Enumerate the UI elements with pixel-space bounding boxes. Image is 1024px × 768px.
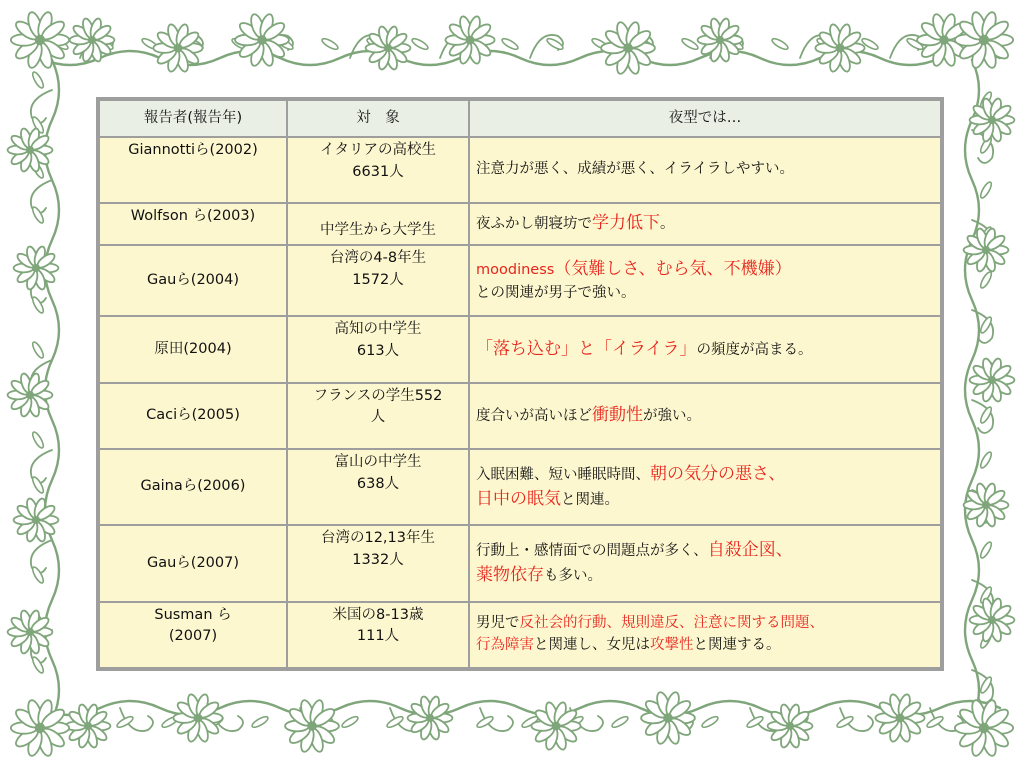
- table-row: [100, 603, 940, 667]
- subject-cell: [288, 246, 468, 315]
- result-text: の頻度が高まる。: [696, 341, 813, 358]
- reporter-cell: [100, 603, 286, 667]
- reporter-cell: [100, 317, 286, 381]
- leaf-icon: [341, 715, 360, 729]
- header-reporter: 報告者(報告年): [100, 101, 286, 136]
- reporter-cell: [100, 384, 286, 448]
- result-text: 注意力が悪く、成績が悪く、イライラしやすい。: [476, 161, 794, 178]
- leaf-icon: [681, 37, 700, 51]
- cell-line: 中学生から大学生: [320, 222, 436, 239]
- leaf-icon: [31, 566, 45, 585]
- leaf-icon: [411, 37, 430, 51]
- flower-icon: [8, 127, 53, 172]
- cell-line: Susman ら: [154, 606, 232, 623]
- reporter-cell: [100, 204, 286, 244]
- cell-line: 台湾の4-8年生: [329, 250, 427, 266]
- flower-icon: [14, 497, 59, 542]
- leaf-icon: [771, 37, 790, 51]
- result-text: と関連し、女児は: [534, 636, 650, 653]
- flower-icon: [875, 693, 924, 743]
- result-text: 入眠困難、短い睡眠時間、: [476, 466, 650, 483]
- cell-line: 富山の中学生: [334, 453, 422, 470]
- result-text: 夜ふかし朝寝坊で: [476, 216, 592, 233]
- leaf-icon: [701, 715, 720, 729]
- reporter-cell: [100, 526, 286, 600]
- leaf-icon: [31, 431, 45, 450]
- cell-line: 1572人: [352, 271, 404, 288]
- result-text: 行動上・感情面での問題点が多く、: [476, 542, 708, 559]
- subject-cell: [288, 317, 468, 381]
- leaf-icon: [979, 451, 993, 470]
- highlight-text: moodiness: [476, 262, 555, 279]
- highlight-text: 「落ち込む」と「イライラ」: [476, 338, 697, 359]
- flower-icon: [964, 482, 1009, 527]
- result-text: 。: [660, 216, 675, 233]
- result-text: も多い。: [544, 568, 602, 585]
- cell-line: Gainaら(2006): [140, 478, 246, 495]
- leaf-icon: [251, 715, 270, 729]
- cell-line: 111人: [356, 628, 400, 645]
- leaf-icon: [979, 181, 993, 200]
- result-text: と関連する。: [693, 636, 781, 653]
- result-cell: [470, 603, 940, 667]
- cell-line: Wolfson ら(2003): [130, 208, 256, 225]
- leaf-icon: [321, 37, 340, 51]
- subject-cell: [288, 204, 468, 244]
- reporter-cell: [100, 246, 286, 315]
- cell-line: 6631人: [352, 163, 404, 180]
- flower-icon: [445, 15, 494, 65]
- highlight-text: （気難しさ、むら気、不機嫌）: [554, 259, 792, 280]
- highlight-text: 薬物依存: [476, 565, 544, 586]
- result-cell: [470, 317, 940, 381]
- header-subject: 対 象: [288, 101, 468, 136]
- leaf-icon: [31, 71, 45, 90]
- cell-line: 613人: [356, 343, 400, 360]
- leaf-icon: [979, 541, 993, 560]
- cell-line: フランスの学生552: [313, 387, 443, 404]
- cell-line: 米国の8-13歳: [332, 606, 424, 623]
- flower-icon: [601, 21, 655, 76]
- flower-icon: [11, 11, 69, 70]
- leaf-icon: [31, 296, 45, 315]
- leaf-icon: [31, 341, 45, 360]
- report-table: [98, 99, 942, 669]
- table-row: [100, 526, 940, 600]
- cell-line: イタリアの高校生: [320, 141, 436, 158]
- highlight-text: 学力低下: [592, 213, 660, 234]
- table-header-row: [100, 101, 940, 136]
- highlight-text: 日中の眠気: [476, 489, 561, 510]
- highlight-text: 反社会的行動、規則違反、注意に関する問題、: [519, 615, 824, 632]
- flower-icon: [66, 703, 111, 748]
- leaf-icon: [31, 656, 45, 675]
- result-cell: [470, 246, 940, 315]
- cell-line: Gauら(2007): [146, 554, 240, 571]
- leaf-icon: [31, 476, 45, 495]
- flower-icon: [970, 357, 1015, 402]
- flower-icon: [285, 699, 339, 754]
- flower-icon: [173, 693, 222, 743]
- result-text: が強い。: [643, 407, 701, 424]
- result-text: 男児で: [476, 615, 520, 632]
- leaf-icon: [501, 37, 520, 51]
- leaf-icon: [979, 271, 993, 290]
- flower-icon: [14, 245, 59, 290]
- cell-line: 高知の中学生: [334, 321, 422, 338]
- leaf-icon: [31, 206, 45, 225]
- leaf-icon: [611, 715, 630, 729]
- table-row: [100, 138, 940, 202]
- table-row: [100, 317, 940, 381]
- highlight-text: 衝動性: [592, 404, 643, 425]
- report-table-frame: [96, 97, 944, 671]
- flower-icon: [641, 691, 695, 746]
- flower-icon: [531, 701, 580, 751]
- flower-icon: [964, 227, 1009, 272]
- cell-line: 638人: [356, 475, 400, 492]
- highlight-text: 行為障害: [476, 636, 534, 653]
- result-cell: [470, 450, 940, 524]
- table-row: [100, 384, 940, 448]
- flower-icon: [408, 695, 453, 740]
- flower-icon: [955, 699, 1013, 758]
- flower-icon: [768, 703, 813, 748]
- result-cell: [470, 384, 940, 448]
- flower-icon: [815, 23, 864, 73]
- flower-icon: [11, 699, 69, 758]
- flower-icon: [366, 25, 411, 70]
- cell-line: Gauら(2004): [146, 271, 240, 288]
- table-row: [100, 246, 940, 315]
- reporter-cell: [100, 138, 286, 202]
- cell-line: 台湾の12,13年生: [320, 530, 435, 547]
- flower-icon: [970, 597, 1015, 642]
- result-cell: [470, 526, 940, 600]
- header-result: 夜型では…: [470, 101, 940, 136]
- subject-cell: [288, 526, 468, 600]
- cell-line: 原田(2004): [154, 340, 232, 357]
- result-text: 度合いが高いほど: [476, 407, 592, 424]
- highlight-text: 自殺企図、: [707, 539, 793, 560]
- highlight-text: 朝の気分の悪さ、: [650, 463, 786, 484]
- table-row: [100, 204, 940, 244]
- subject-cell: [288, 138, 468, 202]
- cell-line: 人: [370, 409, 386, 426]
- subject-cell: [288, 384, 468, 448]
- reporter-cell: [100, 450, 286, 524]
- cell-line: Giannottiら(2002): [128, 141, 258, 158]
- subject-cell: [288, 450, 468, 524]
- result-text: と関連。: [561, 492, 619, 509]
- result-cell: [470, 138, 940, 202]
- cell-line: (2007): [168, 628, 218, 645]
- cell-line: 1332人: [352, 552, 404, 569]
- result-text: との関連が男子で強い。: [476, 284, 636, 301]
- table-row: [100, 450, 940, 524]
- flower-icon: [955, 11, 1013, 70]
- highlight-text: 攻撃性: [650, 636, 694, 653]
- subject-cell: [288, 603, 468, 667]
- result-cell: [470, 204, 940, 244]
- cell-line: Caciら(2005): [146, 406, 240, 423]
